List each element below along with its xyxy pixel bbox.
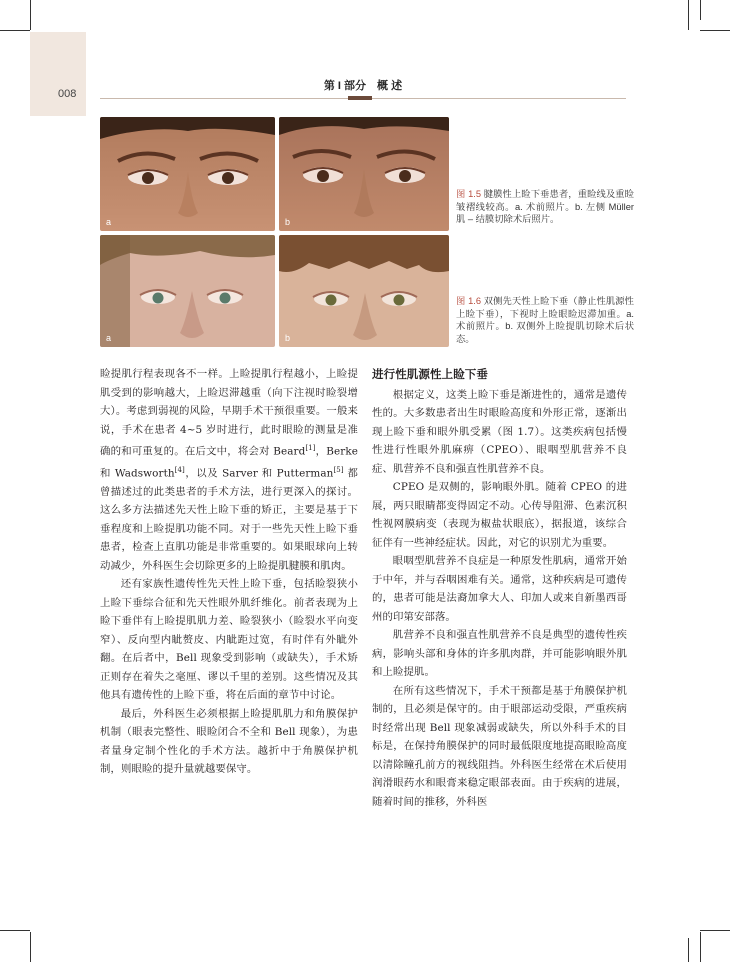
- paragraph: CPEO 是双侧的，影响眼外肌。随着 CPEO 的进展，两只眼睛都变得固定不动。心传导阻滞、色素沉积性视网膜病变（表现为椒盐状眼底），据报道，该综合征伴有一些神经症状。因此，对它的识别尤为重要。: [372, 481, 627, 549]
- face-illustration: [279, 235, 449, 347]
- figure-1-5-photo-a: [100, 117, 275, 231]
- figure-1-6-photo-a: [100, 235, 275, 347]
- crop-mark-br-h: [700, 930, 730, 931]
- text-run: 都曾描述过的此类患者的手术方法，进行更深入的探讨。这么多方法描述先天性上睑下垂的矫正，主要是基于下垂程度和上睑提肌功能不同。对于一些先天性上睑下垂患者，检查上直肌功能是非常重要的。如果眼球向上转动减少，外科医生会切除更多的上睑提肌腱膜和肌肉。: [100, 467, 359, 572]
- text-run: ，以及 Sarver 和 Putterman: [184, 467, 334, 480]
- section-heading: 进行性肌源性上睑下垂: [372, 367, 488, 381]
- citation[interactable]: [5]: [333, 465, 344, 474]
- paragraph: 在所有这些情况下，手术干预都是基于角膜保护机制的，且必须是保守的。由于眼部运动受限，严重疾病时经常出现 Bell 现象减弱或缺失，所以外科手术的目标是，在保持角膜保护的同时最低限度地提高眼睑高度以清除瞳孔前方的视线阻挡。外科医生经常在术后使用润滑眼药水和眼膏来稳定眼部表面。由于疾病的进展，随着时间的推移，外科医: [372, 684, 627, 808]
- header-accent-mark: [348, 96, 372, 100]
- figure-1-6-caption: [456, 295, 634, 345]
- text-run: ，Berke 和 Wadsworth: [100, 445, 358, 480]
- crop-mark-bl-v: [30, 932, 31, 962]
- crop-mark-br-v: [700, 932, 701, 962]
- citation[interactable]: [4]: [174, 465, 185, 474]
- caption-text: 双侧先天性上睑下垂（静止性肌源性上睑下垂），下视时上睑眼睑迟滞加重。a. 术前照片。b. 双侧外上睑提肌切除术后状态。: [456, 296, 634, 344]
- crop-mark-tl-h: [0, 30, 30, 31]
- panel-label: a: [106, 217, 112, 227]
- face-illustration: [100, 117, 275, 231]
- paragraph: 肌营养不良和强直性肌营养不良是典型的遗传性疾病，影响头部和身体的许多肌肉群，并可能影响眼外肌和上睑提肌。: [372, 629, 627, 678]
- page-tab: [30, 32, 86, 116]
- figure-1-6-photo-b: [279, 235, 449, 347]
- paragraph: 最后，外科医生必须根据上睑提肌肌力和角膜保护机制（眼表完整性、眼睑闭合不全和 Bell 现象），为患者量身定制个性化的手术方法。越折中于角膜保护机制，则眼睑的提升量就越要保守。: [100, 707, 358, 776]
- face-illustration: [100, 235, 275, 347]
- crop-mark-tr-h: [700, 30, 730, 31]
- paragraph: 还有家族性遗传性先天性上睑下垂，包括睑裂狭小上睑下垂综合征和先天性眼外肌纤维化。前者表现为上睑下垂伴有上睑提肌肌力差、睑裂狭小（睑裂水平向变窄）、反向型内眦赘皮、内眦距过宽，有时伴有外眦外翻。在后者中，Bell 现象受到影响（或缺失），手术矫正则存在着失之毫厘、谬以千里的差别。这些情况及其他具有遗传性的上睑下垂，将在后面的章节中讨论。: [100, 578, 358, 702]
- crop-mark-tr-v2: [700, 0, 701, 20]
- citation[interactable]: [1]: [305, 444, 316, 452]
- caption-text: 腱膜性上睑下垂患者，重睑线及重睑皱褶线较高。a. 术前照片。b. 左侧 Müller 肌 – 结膜切除术后照片。: [456, 189, 634, 224]
- figure-1-5-photo-b: [279, 117, 449, 231]
- face-illustration: [279, 117, 449, 231]
- panel-label: b: [285, 333, 291, 343]
- figure-number: 图 1.6: [456, 296, 482, 306]
- paragraph: 根据定义，这类上睑下垂是渐进性的，通常是遗传性的。大多数患者出生时眼睑高度和外形正常，逐渐出现上睑下垂和眼外肌受累（图 1.7）。这类疾病包括慢性进行性眼外肌麻痹（CPEO）、眼咽型肌营养不良症、肌营养不良和强直性肌营养不良。: [372, 388, 627, 475]
- crop-mark-tl-v: [30, 0, 31, 30]
- crop-mark-bl-h: [0, 930, 30, 931]
- figure-number: 图 1.5: [456, 189, 482, 199]
- crop-mark-tr-v: [688, 0, 689, 30]
- crop-mark-br-v2: [688, 938, 689, 962]
- page-number: 008: [58, 88, 77, 100]
- panel-label: a: [106, 333, 112, 343]
- left-text-column: [100, 365, 358, 779]
- running-header: 第 I 部分 概 述: [323, 80, 403, 92]
- figure-1-5-caption: [456, 188, 634, 226]
- paragraph: [100, 365, 358, 575]
- paragraph: 眼咽型肌营养不良症是一种原发性肌病，通常开始于中年，并与吞咽困难有关。通常，这种疾病是可遗传的，患者可能是法裔加拿大人、印加人或来自新墨西哥州的印第安部落。: [372, 555, 627, 623]
- text-run: 睑提肌行程表现各不一样。上睑提肌行程越小，上睑提肌受到的影响越大，上睑迟滞越重（向下注视时睑裂增大）。考虑到弱视的风险，早期手术干预很重要。一般来说，手术在患者 4~5 岁时进行，此时眼睑的测量是准确的和可重复的。在后文中，将会对 Beard: [100, 368, 358, 458]
- right-text-column: [372, 365, 627, 811]
- panel-label: b: [285, 217, 291, 227]
